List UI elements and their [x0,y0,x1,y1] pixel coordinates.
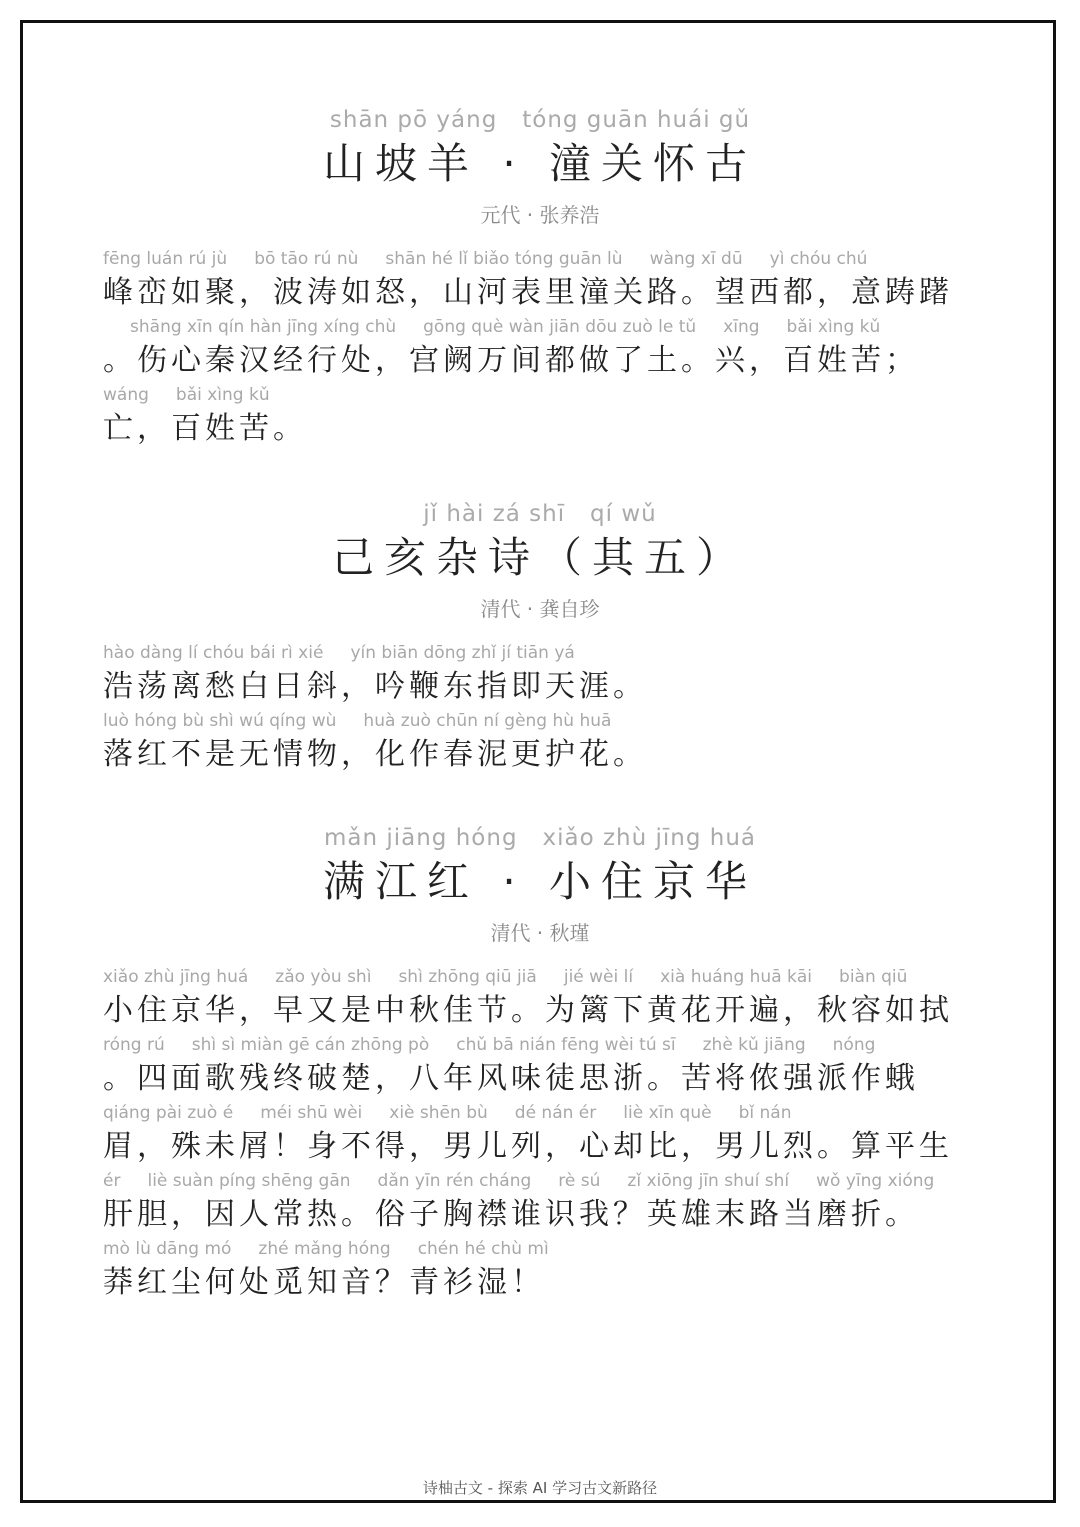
poem-1-line-3: 亡，百姓苦。 [103,411,307,446]
poem-2-line-2: 落红不是无情物，化作春泥更护花。 [103,737,647,772]
poem-3-line-2-pinyin: róng rú shì sì miàn gē cán zhōng pò chǔ bā nián fēng wèi tú sī zhè kǔ jiāng nóng [103,1035,876,1055]
poem-2-body [103,640,983,776]
poem-2-title: 己亥杂诗（其五） [331,533,748,582]
poem-1-title: 山坡羊 · 潼关怀古 [322,139,758,188]
poem-1-header [0,104,1080,230]
poem-3-line-1-pinyin: xiǎo zhù jīng huá zǎo yòu shì shì zhōng qiū jiā jié wèi lí xià huáng huā kāi biàn qiū [103,967,908,987]
poem-1-line-2-pinyin: shāng xīn qín hàn jīng xíng chù gōng què wàn jiān dōu zuò le tǔ xīng bǎi xìng kǔ [103,317,881,337]
poem-3-line-4: 肝胆，因人常热。俗子胸襟谁识我？英雄末路当磨折。 [103,1197,919,1232]
poem-3-line-5-pinyin: mò lù dāng mó zhé mǎng hóng chén hé chù mì [103,1239,549,1259]
poem-1-line-2: 。伤心秦汉经行处，宫阙万间都做了土。兴，百姓苦； [103,343,919,378]
poem-2-author: 清代 · 龚自珍 [480,597,600,621]
poem-1-line-3-pinyin: wáng bǎi xìng kǔ [103,385,270,405]
poem-3-author: 清代 · 秋瑾 [490,921,590,945]
poem-3-line-5: 莽红尘何处觅知音？青衫湿！ [103,1265,545,1300]
poem-3-title: 满江红 · 小住京华 [322,857,758,906]
poem-2-header [0,498,1080,624]
poem-3-line-2: 。四面歌残终破楚，八年风味徒思浙。苦将侬强派作蛾 [103,1061,919,1096]
poem-3-line-3: 眉，殊未屑！身不得，男儿列，心却比，男儿烈。算平生 [103,1129,953,1164]
poem-2-line-2-pinyin: luò hóng bù shì wú qíng wù huà zuò chūn ní gèng hù huā [103,711,612,731]
poem-2-line-1: 浩荡离愁白日斜，吟鞭东指即天涯。 [103,669,647,704]
poem-1-title-pinyin: shān pō yáng tóng guān huái gǔ [329,107,751,133]
footer-text: 诗柚古文 - 探索 AI 学习古文新路径 [422,1479,658,1497]
poem-3-header [0,822,1080,948]
poem-2-line-1-pinyin: hào dàng lí chóu bái rì xié yín biān dōng zhǐ jí tiān yá [103,643,575,663]
poem-2-title-pinyin: jǐ hài zá shī qí wǔ [423,501,657,527]
poem-3-line-1: 小住京华，早又是中秋佳节。为篱下黄花开遍，秋容如拭 [103,993,953,1028]
poem-1-line-1: 峰峦如聚，波涛如怒，山河表里潼关路。望西都，意踌躇 [103,275,953,310]
poem-3-line-4-pinyin: ér liè suàn píng shēng gān dǎn yīn rén cháng rè sú zǐ xiōng jīn shuí shí wǒ yīng xióng [103,1171,935,1191]
poem-3-title-pinyin: mǎn jiāng hóng xiǎo zhù jīng huá [323,825,757,851]
poem-3-body [103,964,983,1304]
poem-1-author: 元代 · 张养浩 [480,203,600,227]
poem-1-line-1-pinyin: fēng luán rú jù bō tāo rú nù shān hé lǐ biǎo tóng guān lù wàng xī dū yì chóu chú [103,249,868,269]
poem-3-line-3-pinyin: qiáng pài zuò é méi shū wèi xiè shēn bù dé nán ér liè xīn què bǐ nán [103,1103,792,1123]
poem-1-body [103,246,983,450]
